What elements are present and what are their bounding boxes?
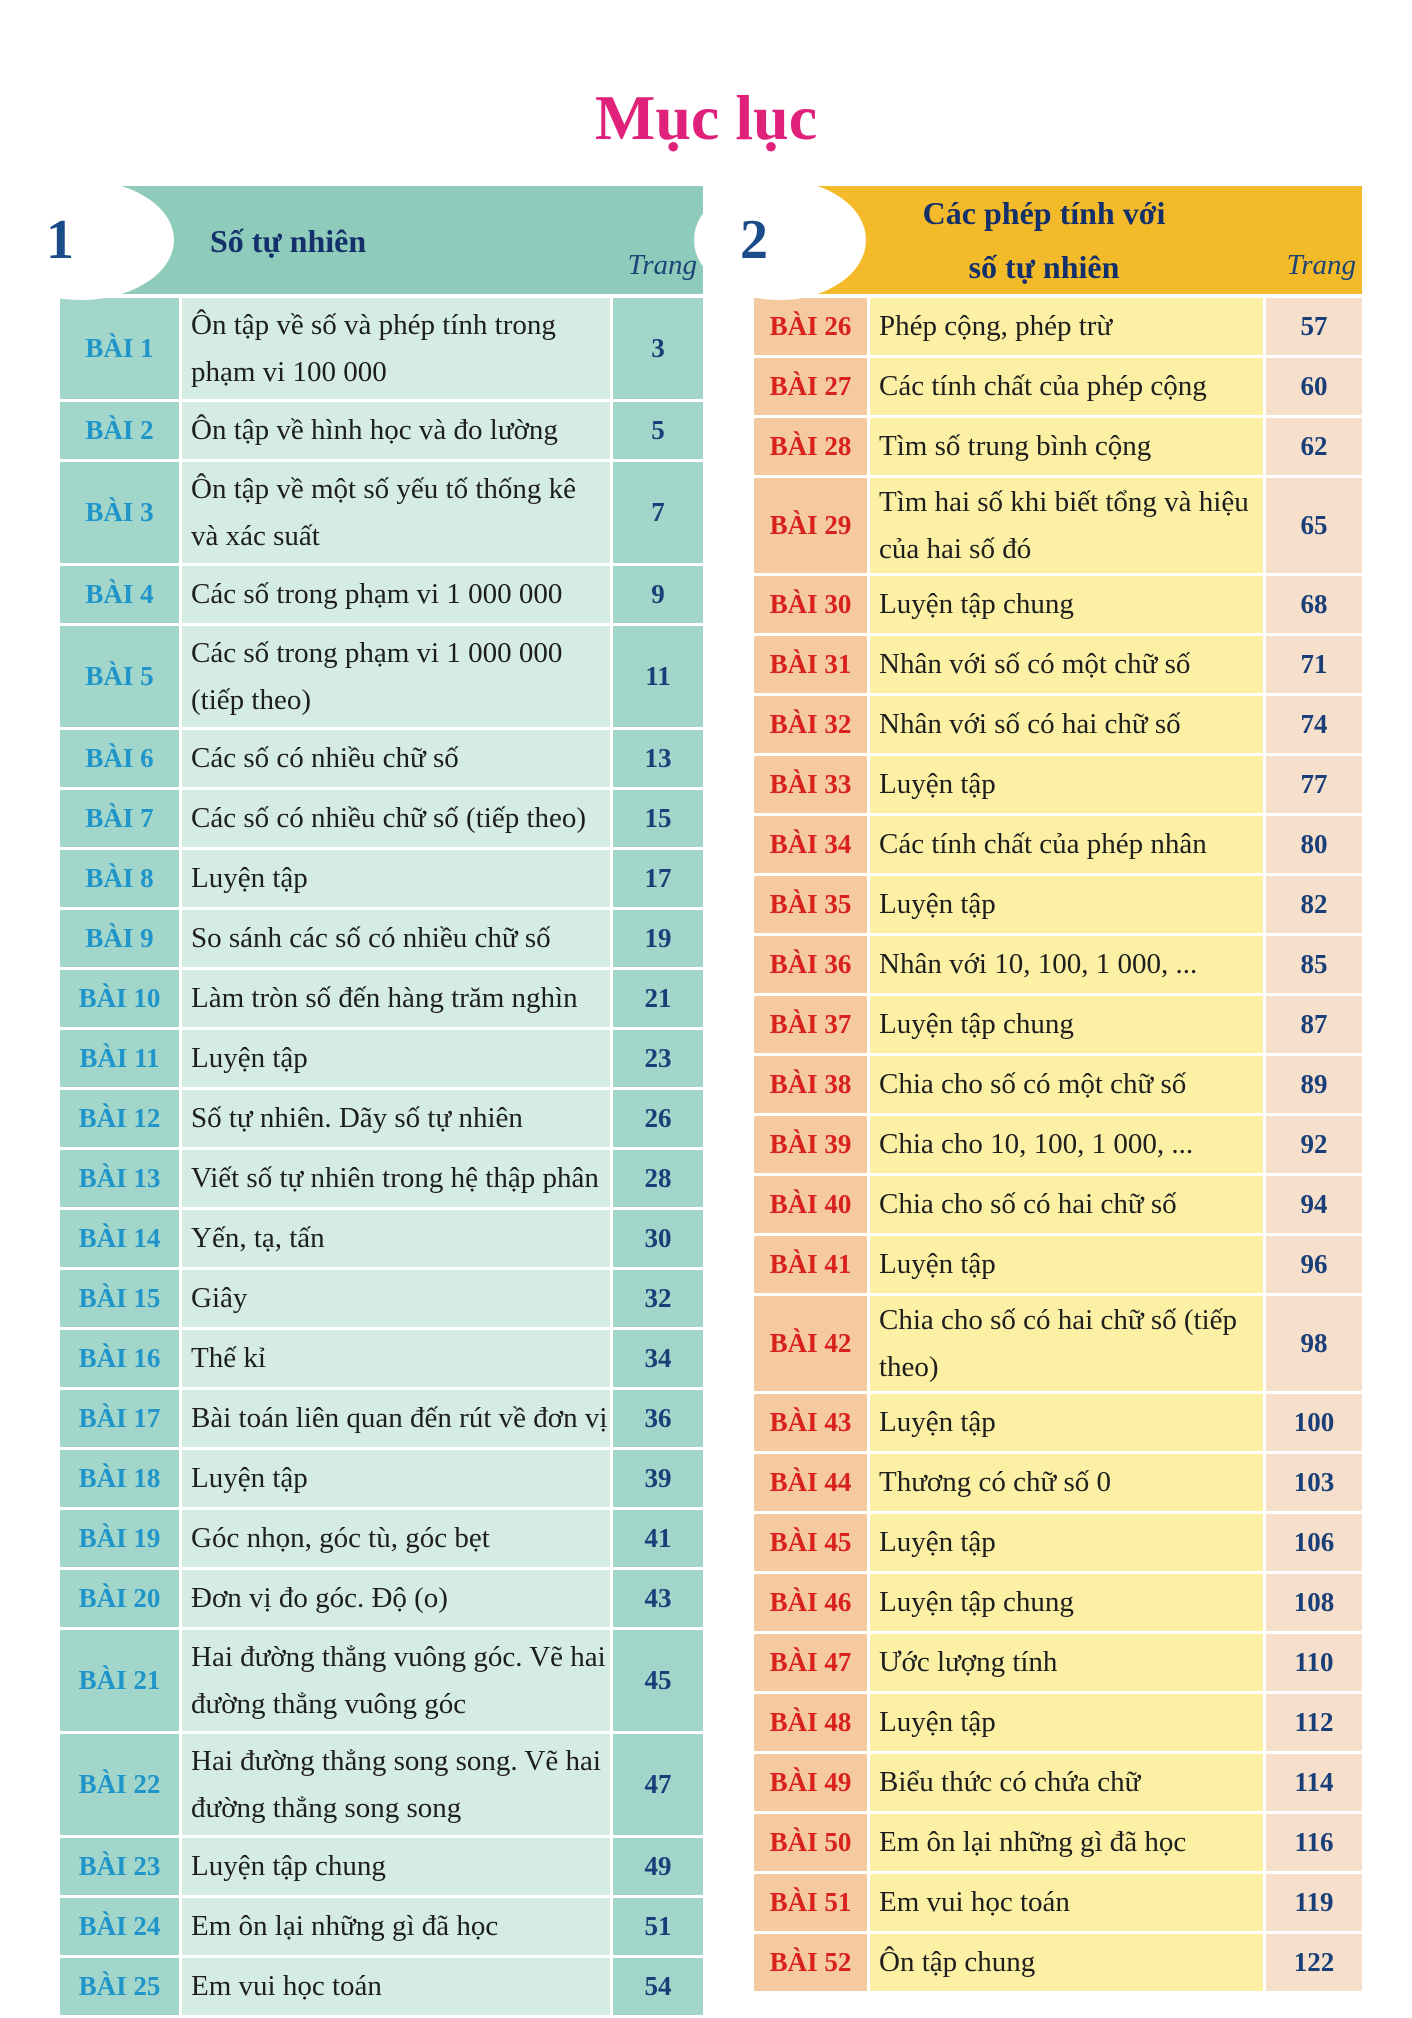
lesson-page: 34 [613,1330,703,1387]
lesson-title: Các số có nhiều chữ số [182,730,613,787]
lesson-page: 30 [613,1210,703,1267]
lesson-row[interactable] [60,1510,703,1570]
section-number: 1 [46,209,74,271]
lesson-page: 9 [613,566,703,623]
lesson-title: Luyện tập chung [870,1574,1266,1631]
lesson-row[interactable] [60,1390,703,1450]
lesson-number: BÀI 8 [60,850,182,907]
lesson-number: BÀI 34 [754,816,870,873]
lesson-title: Em ôn lại những gì đã học [870,1814,1266,1871]
lesson-page: 114 [1266,1754,1362,1811]
lesson-row[interactable] [754,576,1362,636]
lesson-title: Tìm hai số khi biết tổng và hiệu của hai số đó [870,478,1266,573]
lesson-page: 60 [1266,358,1362,415]
lesson-title: Bài toán liên quan đến rút về đơn vị [182,1390,613,1447]
lesson-number: BÀI 47 [754,1634,870,1691]
lesson-page: 110 [1266,1634,1362,1691]
lesson-row[interactable] [60,298,703,402]
lesson-number: BÀI 36 [754,936,870,993]
lesson-row[interactable] [754,478,1362,576]
lesson-row[interactable] [754,1634,1362,1694]
lesson-row[interactable] [60,1958,703,2018]
lesson-page: 98 [1266,1296,1362,1391]
lesson-row[interactable] [754,1694,1362,1754]
lesson-number: BÀI 12 [60,1090,182,1147]
lesson-row[interactable] [754,1754,1362,1814]
section-2 [740,186,1362,1994]
lesson-row[interactable] [60,402,703,462]
lesson-row[interactable] [60,566,703,626]
lesson-row[interactable] [754,696,1362,756]
lesson-page: 54 [613,1958,703,2015]
lesson-row[interactable] [754,756,1362,816]
lesson-number: BÀI 15 [60,1270,182,1327]
lesson-number: BÀI 3 [60,462,182,563]
lesson-page: 36 [613,1390,703,1447]
lesson-number: BÀI 28 [754,418,870,475]
lesson-page: 92 [1266,1116,1362,1173]
lesson-page: 21 [613,970,703,1027]
lesson-title: Các số có nhiều chữ số (tiếp theo) [182,790,613,847]
lesson-title: Chia cho số có hai chữ số (tiếp theo) [870,1296,1266,1391]
lesson-title: Ước lượng tính [870,1634,1266,1691]
lesson-page: 5 [613,402,703,459]
lesson-page: 15 [613,790,703,847]
lesson-title: Hai đường thẳng song song. Vẽ hai đường thẳng song song [182,1734,613,1835]
lesson-title: Ôn tập về một số yếu tố thống kê và xác suất [182,462,613,563]
lesson-page: 23 [613,1030,703,1087]
lesson-row[interactable] [754,1296,1362,1394]
lesson-row[interactable] [754,1236,1362,1296]
lesson-page: 45 [613,1630,703,1731]
lesson-row[interactable] [754,816,1362,876]
lesson-title: Các tính chất của phép cộng [870,358,1266,415]
lesson-page: 77 [1266,756,1362,813]
lesson-row[interactable] [60,1570,703,1630]
section-title-line: số tự nhiên [968,249,1120,285]
lesson-title: Yến, tạ, tấn [182,1210,613,1267]
lesson-row[interactable] [754,996,1362,1056]
section-header [46,186,703,294]
lesson-title: So sánh các số có nhiều chữ số [182,910,613,967]
lesson-title: Chia cho số có hai chữ số [870,1176,1266,1233]
page-column-header: Trang [627,249,697,281]
lesson-number: BÀI 21 [60,1630,182,1731]
lesson-page: 47 [613,1734,703,1835]
lesson-title: Thế kỉ [182,1330,613,1387]
lesson-page: 87 [1266,996,1362,1053]
section-header [740,186,1362,294]
lesson-number: BÀI 45 [754,1514,870,1571]
page-title: Mục lục [594,82,818,153]
lesson-page: 13 [613,730,703,787]
lesson-page: 71 [1266,636,1362,693]
lesson-title: Tìm số trung bình cộng [870,418,1266,475]
lesson-page: 103 [1266,1454,1362,1511]
lesson-page: 89 [1266,1056,1362,1113]
lesson-title: Ôn tập chung [870,1934,1266,1991]
lesson-number: BÀI 42 [754,1296,870,1391]
lesson-number: BÀI 50 [754,1814,870,1871]
lesson-number: BÀI 40 [754,1176,870,1233]
lesson-row[interactable] [60,1630,703,1734]
lesson-row[interactable] [754,636,1362,696]
lesson-page: 43 [613,1570,703,1627]
lesson-title: Ôn tập về số và phép tính trong phạm vi 100 000 [182,298,613,399]
lesson-title: Chia cho 10, 100, 1 000, ... [870,1116,1266,1173]
lesson-number: BÀI 19 [60,1510,182,1567]
section-title-line: Số tự nhiên [210,223,367,259]
lesson-row[interactable] [60,462,703,566]
section-1 [46,186,703,2018]
lesson-title: Luyện tập [870,1694,1266,1751]
lesson-number: BÀI 14 [60,1210,182,1267]
lesson-number: BÀI 33 [754,756,870,813]
lesson-number: BÀI 41 [754,1236,870,1293]
lesson-row[interactable] [60,910,703,970]
lesson-number: BÀI 22 [60,1734,182,1835]
section-title-line: Các phép tính với [922,195,1166,231]
lesson-page: 3 [613,298,703,399]
lesson-number: BÀI 44 [754,1454,870,1511]
section-number-circle [0,180,174,300]
section-number-circle [694,180,866,300]
lesson-number: BÀI 13 [60,1150,182,1207]
lesson-page: 32 [613,1270,703,1327]
lesson-number: BÀI 43 [754,1394,870,1451]
lesson-row[interactable] [754,1176,1362,1236]
lesson-row[interactable] [60,1734,703,1838]
lesson-title: Nhân với số có một chữ số [870,636,1266,693]
lesson-page: 80 [1266,816,1362,873]
lesson-row[interactable] [754,1814,1362,1874]
lesson-row[interactable] [754,1056,1362,1116]
lesson-title: Nhân với 10, 100, 1 000, ... [870,936,1266,993]
lesson-row[interactable] [60,790,703,850]
lesson-title: Luyện tập [870,1514,1266,1571]
lesson-row[interactable] [754,358,1362,418]
lesson-number: BÀI 52 [754,1934,870,1991]
lesson-row[interactable] [60,1210,703,1270]
lesson-title: Biểu thức có chứa chữ [870,1754,1266,1811]
lesson-number: BÀI 1 [60,298,182,399]
lesson-number: BÀI 9 [60,910,182,967]
lesson-number: BÀI 31 [754,636,870,693]
lesson-page: 119 [1266,1874,1362,1931]
lesson-number: BÀI 17 [60,1390,182,1447]
lesson-page: 106 [1266,1514,1362,1571]
lesson-number: BÀI 6 [60,730,182,787]
lesson-row[interactable] [60,1030,703,1090]
lesson-row[interactable] [60,1838,703,1898]
lesson-title: Phép cộng, phép trừ [870,298,1266,355]
lesson-page: 116 [1266,1814,1362,1871]
lesson-page: 96 [1266,1236,1362,1293]
lesson-page: 41 [613,1510,703,1567]
lesson-page: 112 [1266,1694,1362,1751]
lesson-number: BÀI 35 [754,876,870,933]
lesson-page: 94 [1266,1176,1362,1233]
lesson-title: Góc nhọn, góc tù, góc bẹt [182,1510,613,1567]
lesson-number: BÀI 39 [754,1116,870,1173]
lesson-row[interactable] [754,298,1362,358]
lesson-page: 57 [1266,298,1362,355]
lesson-row[interactable] [754,936,1362,996]
section-number: 2 [740,209,768,271]
lesson-number: BÀI 24 [60,1898,182,1955]
lesson-page: 68 [1266,576,1362,633]
lesson-number: BÀI 25 [60,1958,182,2015]
lesson-number: BÀI 46 [754,1574,870,1631]
lesson-row[interactable] [754,418,1362,478]
lesson-title: Luyện tập chung [182,1838,613,1895]
lesson-title: Chia cho số có một chữ số [870,1056,1266,1113]
lesson-row[interactable] [60,1898,703,1958]
lesson-number: BÀI 5 [60,626,182,727]
lesson-row[interactable] [754,1574,1362,1634]
lesson-number: BÀI 29 [754,478,870,573]
lesson-title: Ôn tập về hình học và đo lường [182,402,613,459]
lesson-number: BÀI 4 [60,566,182,623]
lesson-title: Luyện tập chung [870,576,1266,633]
lesson-page: 122 [1266,1934,1362,1991]
lesson-number: BÀI 11 [60,1030,182,1087]
lesson-title: Luyện tập [182,1030,613,1087]
lesson-title: Em ôn lại những gì đã học [182,1898,613,1955]
lesson-page: 19 [613,910,703,967]
lesson-number: BÀI 10 [60,970,182,1027]
lesson-number: BÀI 7 [60,790,182,847]
lesson-row[interactable] [754,876,1362,936]
lesson-title: Thương có chữ số 0 [870,1454,1266,1511]
lesson-page: 17 [613,850,703,907]
lesson-list [754,298,1362,1994]
lesson-row[interactable] [754,1874,1362,1934]
lesson-title: Đơn vị đo góc. Độ (o) [182,1570,613,1627]
lesson-page: 108 [1266,1574,1362,1631]
lesson-page: 11 [613,626,703,727]
lesson-title: Luyện tập [870,1236,1266,1293]
lesson-list [60,298,703,2018]
lesson-title: Luyện tập [870,756,1266,813]
lesson-page: 65 [1266,478,1362,573]
lesson-title: Em vui học toán [182,1958,613,2015]
lesson-number: BÀI 32 [754,696,870,753]
lesson-number: BÀI 18 [60,1450,182,1507]
lesson-number: BÀI 37 [754,996,870,1053]
lesson-number: BÀI 20 [60,1570,182,1627]
lesson-row[interactable] [60,1090,703,1150]
lesson-page: 100 [1266,1394,1362,1451]
lesson-page: 62 [1266,418,1362,475]
lesson-row[interactable] [60,626,703,730]
lesson-row[interactable] [60,1450,703,1510]
section-title [210,214,366,268]
lesson-number: BÀI 2 [60,402,182,459]
lesson-title: Làm tròn số đến hàng trăm nghìn [182,970,613,1027]
lesson-title: Hai đường thẳng vuông góc. Vẽ hai đường thẳng vuông góc [182,1630,613,1731]
lesson-number: BÀI 23 [60,1838,182,1895]
lesson-row[interactable] [60,970,703,1030]
lesson-number: BÀI 51 [754,1874,870,1931]
lesson-number: BÀI 27 [754,358,870,415]
lesson-title: Nhân với số có hai chữ số [870,696,1266,753]
lesson-title: Luyện tập [870,1394,1266,1451]
lesson-title: Giây [182,1270,613,1327]
lesson-row[interactable] [60,1330,703,1390]
page-column-header: Trang [1286,249,1356,281]
lesson-title: Các số trong phạm vi 1 000 000 [182,566,613,623]
lesson-page: 39 [613,1450,703,1507]
lesson-title: Luyện tập [870,876,1266,933]
lesson-row[interactable] [754,1394,1362,1454]
lesson-page: 49 [613,1838,703,1895]
lesson-page: 7 [613,462,703,563]
lesson-title: Luyện tập chung [870,996,1266,1053]
lesson-page: 26 [613,1090,703,1147]
lesson-title: Luyện tập [182,1450,613,1507]
lesson-title: Em vui học toán [870,1874,1266,1931]
lesson-row[interactable] [754,1934,1362,1994]
lesson-title: Luyện tập [182,850,613,907]
lesson-page: 74 [1266,696,1362,753]
section-title [894,186,1194,294]
lesson-row[interactable] [754,1454,1362,1514]
lesson-row[interactable] [60,1270,703,1330]
lesson-title: Các tính chất của phép nhân [870,816,1266,873]
lesson-title: Viết số tự nhiên trong hệ thập phân [182,1150,613,1207]
lesson-number: BÀI 26 [754,298,870,355]
lesson-page: 82 [1266,876,1362,933]
lesson-number: BÀI 16 [60,1330,182,1387]
lesson-row[interactable] [60,730,703,790]
lesson-page: 85 [1266,936,1362,993]
lesson-number: BÀI 49 [754,1754,870,1811]
lesson-page: 28 [613,1150,703,1207]
lesson-title: Số tự nhiên. Dãy số tự nhiên [182,1090,613,1147]
lesson-row[interactable] [754,1514,1362,1574]
lesson-number: BÀI 30 [754,576,870,633]
lesson-row[interactable] [754,1116,1362,1176]
lesson-title: Các số trong phạm vi 1 000 000 (tiếp theo) [182,626,613,727]
lesson-number: BÀI 38 [754,1056,870,1113]
lesson-row[interactable] [60,1150,703,1210]
lesson-number: BÀI 48 [754,1694,870,1751]
lesson-page: 51 [613,1898,703,1955]
lesson-row[interactable] [60,850,703,910]
